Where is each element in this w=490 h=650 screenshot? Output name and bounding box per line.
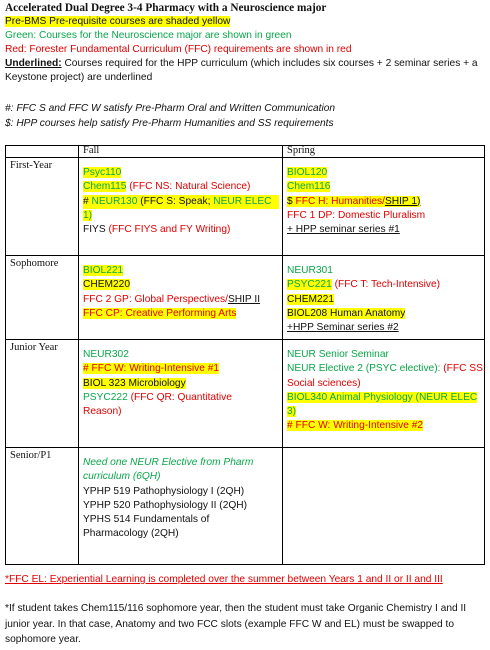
chem-footnote: *If student takes Chem115/116 sophomore year, then the student must take Organic Chemistry I and II junior year. In that case, Anatomy and two FCC slots (example FFC W and EL) must be swapped to sophomore year. [5, 603, 467, 645]
table-row [6, 340, 485, 448]
year-senior: Senior/P1 [6, 448, 79, 565]
course-biol221: BIOL221 [83, 265, 124, 276]
red-legend: Red: Forester Fundamental Curriculum (FFC) requirements are shown in red [5, 44, 352, 55]
table-header-row [6, 146, 485, 158]
corner-cell [6, 146, 79, 158]
hpp-seminar-2: +HPP Seminar series #2 [287, 322, 399, 334]
ffc-h-line: $ FFC H: Humanities/SHIP 1) [287, 195, 421, 207]
ffc-dp: FFC 1 DP: Domestic Pluralism [287, 209, 426, 221]
senior-fall-cell: Need one NEUR Elective from Pharm curriculum (6QH) YPHP 519 Pathophysiology I (2QH) YPHP 520 Pathophysiology II (2QH) YPHS 514 Fundamentals of Pharmacology (2QH) [79, 448, 283, 565]
course-yphp520: YPHP 520 Pathophysiology II (2QH) [83, 499, 248, 511]
fall-header: Fall [79, 146, 283, 158]
neur-senior-seminar: NEUR Senior Seminar [287, 349, 389, 360]
year-junior: Junior Year [6, 340, 79, 448]
ffc-ns: (FFC NS: Natural Science) [126, 181, 251, 193]
sophomore-fall-cell: BIOL221 CHEM220 FFC 2 GP: Global Perspectives/SHIP II FFC CP: Creative Performing Arts [79, 256, 283, 340]
dollar-note: $: HPP courses help satisfy Pre-Pharm Humanities and SS requirements [5, 118, 334, 129]
senior-spring-cell [283, 448, 485, 565]
table-row [6, 158, 485, 256]
ffc-el-note: *FFC EL: Experiential Learning is completed over the summer between Years 1 and II or II and III [5, 574, 443, 585]
first-year-spring-cell [283, 158, 485, 256]
neur-elective-2: NEUR Elective 2 (PSYC elective): [287, 363, 444, 375]
document-title: Accelerated Dual Degree 3-4 Pharmacy with a Neuroscience major [5, 2, 327, 14]
course-yphs514: YPHS 514 Fundamentals of [83, 514, 210, 526]
course-chem115: Chem115 [83, 181, 127, 193]
course-yphp519: YPHP 519 Pathophysiology I (2QH) [83, 485, 245, 497]
course-biol120: BIOL120 [287, 167, 328, 178]
course-chem116: Chem116 [287, 181, 331, 193]
table-row [6, 448, 485, 565]
notes [5, 101, 485, 131]
yellow-legend: Pre-BMS Pre-requisite courses are shaded yellow [5, 16, 231, 27]
course-biol340-line: BIOL340 Animal Physiology (NEUR ELEC [287, 391, 478, 403]
course-plan-table [5, 145, 485, 565]
neur130-line: # NEUR130 (FFC S: Speak; NEUR ELEC [83, 195, 279, 209]
table-row [6, 256, 485, 340]
course-neur301: NEUR301 [287, 265, 333, 276]
course-chem220: CHEM220 [83, 279, 130, 291]
course-chem221: CHEM221 [287, 293, 334, 305]
junior-spring-cell: NEUR Senior Seminar NEUR Elective 2 (PSYC elective): (FFC SS: Social sciences) BIOL340 Animal Physiology (NEUR ELEC 3) # FFC W: Writing-Intensive #2 [283, 340, 485, 448]
underline-legend [5, 58, 478, 83]
year-sophomore: Sophomore [6, 256, 79, 340]
ffc-cp: FFC CP: Creative Performing Arts [83, 307, 237, 319]
document-header [5, 1, 487, 85]
neur-elective-pharm: Need one NEUR Elective from Pharm [83, 457, 254, 468]
sophomore-spring-cell: NEUR301 PSYC221 (FFC T: Tech-Intensive) CHEM221 BIOL208 Human Anatomy +HPP Seminar series #2 [283, 256, 485, 340]
year-first: First-Year [6, 158, 79, 256]
underline-legend-word: Underlined: [5, 58, 62, 69]
ffc-w-1: # FFC W: Writing-Intensive #1 [83, 363, 220, 375]
ffc-w-2: # FFC W: Writing-Intensive #2 [287, 420, 424, 432]
hash-note: #: FFC S and FFC W satisfy Pre-Pharm Oral and Written Communication [5, 103, 336, 114]
hpp-seminar-1: + HPP seminar series #1 [287, 224, 400, 236]
course-psyc221: PSYC221 [287, 279, 332, 291]
course-biol208: BIOL208 Human Anatomy [287, 307, 406, 319]
course-fiys: FIYS [83, 224, 109, 236]
course-psyc110: Psyc110 [83, 167, 122, 178]
underline-legend-text: Courses required for the HPP curriculum (which includes six courses + 2 seminar series + a Keystone project) are underlined [5, 58, 478, 83]
first-year-fall-cell: Psyc110 Chem115 (FFC NS: Natural Science) # NEUR130 (FFC S: Speak; NEUR ELEC 1) FIYS (FFC FIYS and FY Writing) [79, 158, 283, 256]
green-legend: Green: Courses for the Neuroscience major are shown in green [5, 30, 292, 41]
junior-fall-cell: NEUR302 # FFC W: Writing-Intensive #1 BIOL 323 Microbiology PSYC222 (FFC QR: Quantitative Reason) [79, 340, 283, 448]
course-psyc222: PSYC222 [83, 391, 128, 403]
course-neur302: NEUR302 [83, 349, 129, 360]
course-biol323: BIOL 323 Microbiology [83, 377, 186, 389]
spring-header: Spring [283, 146, 485, 158]
